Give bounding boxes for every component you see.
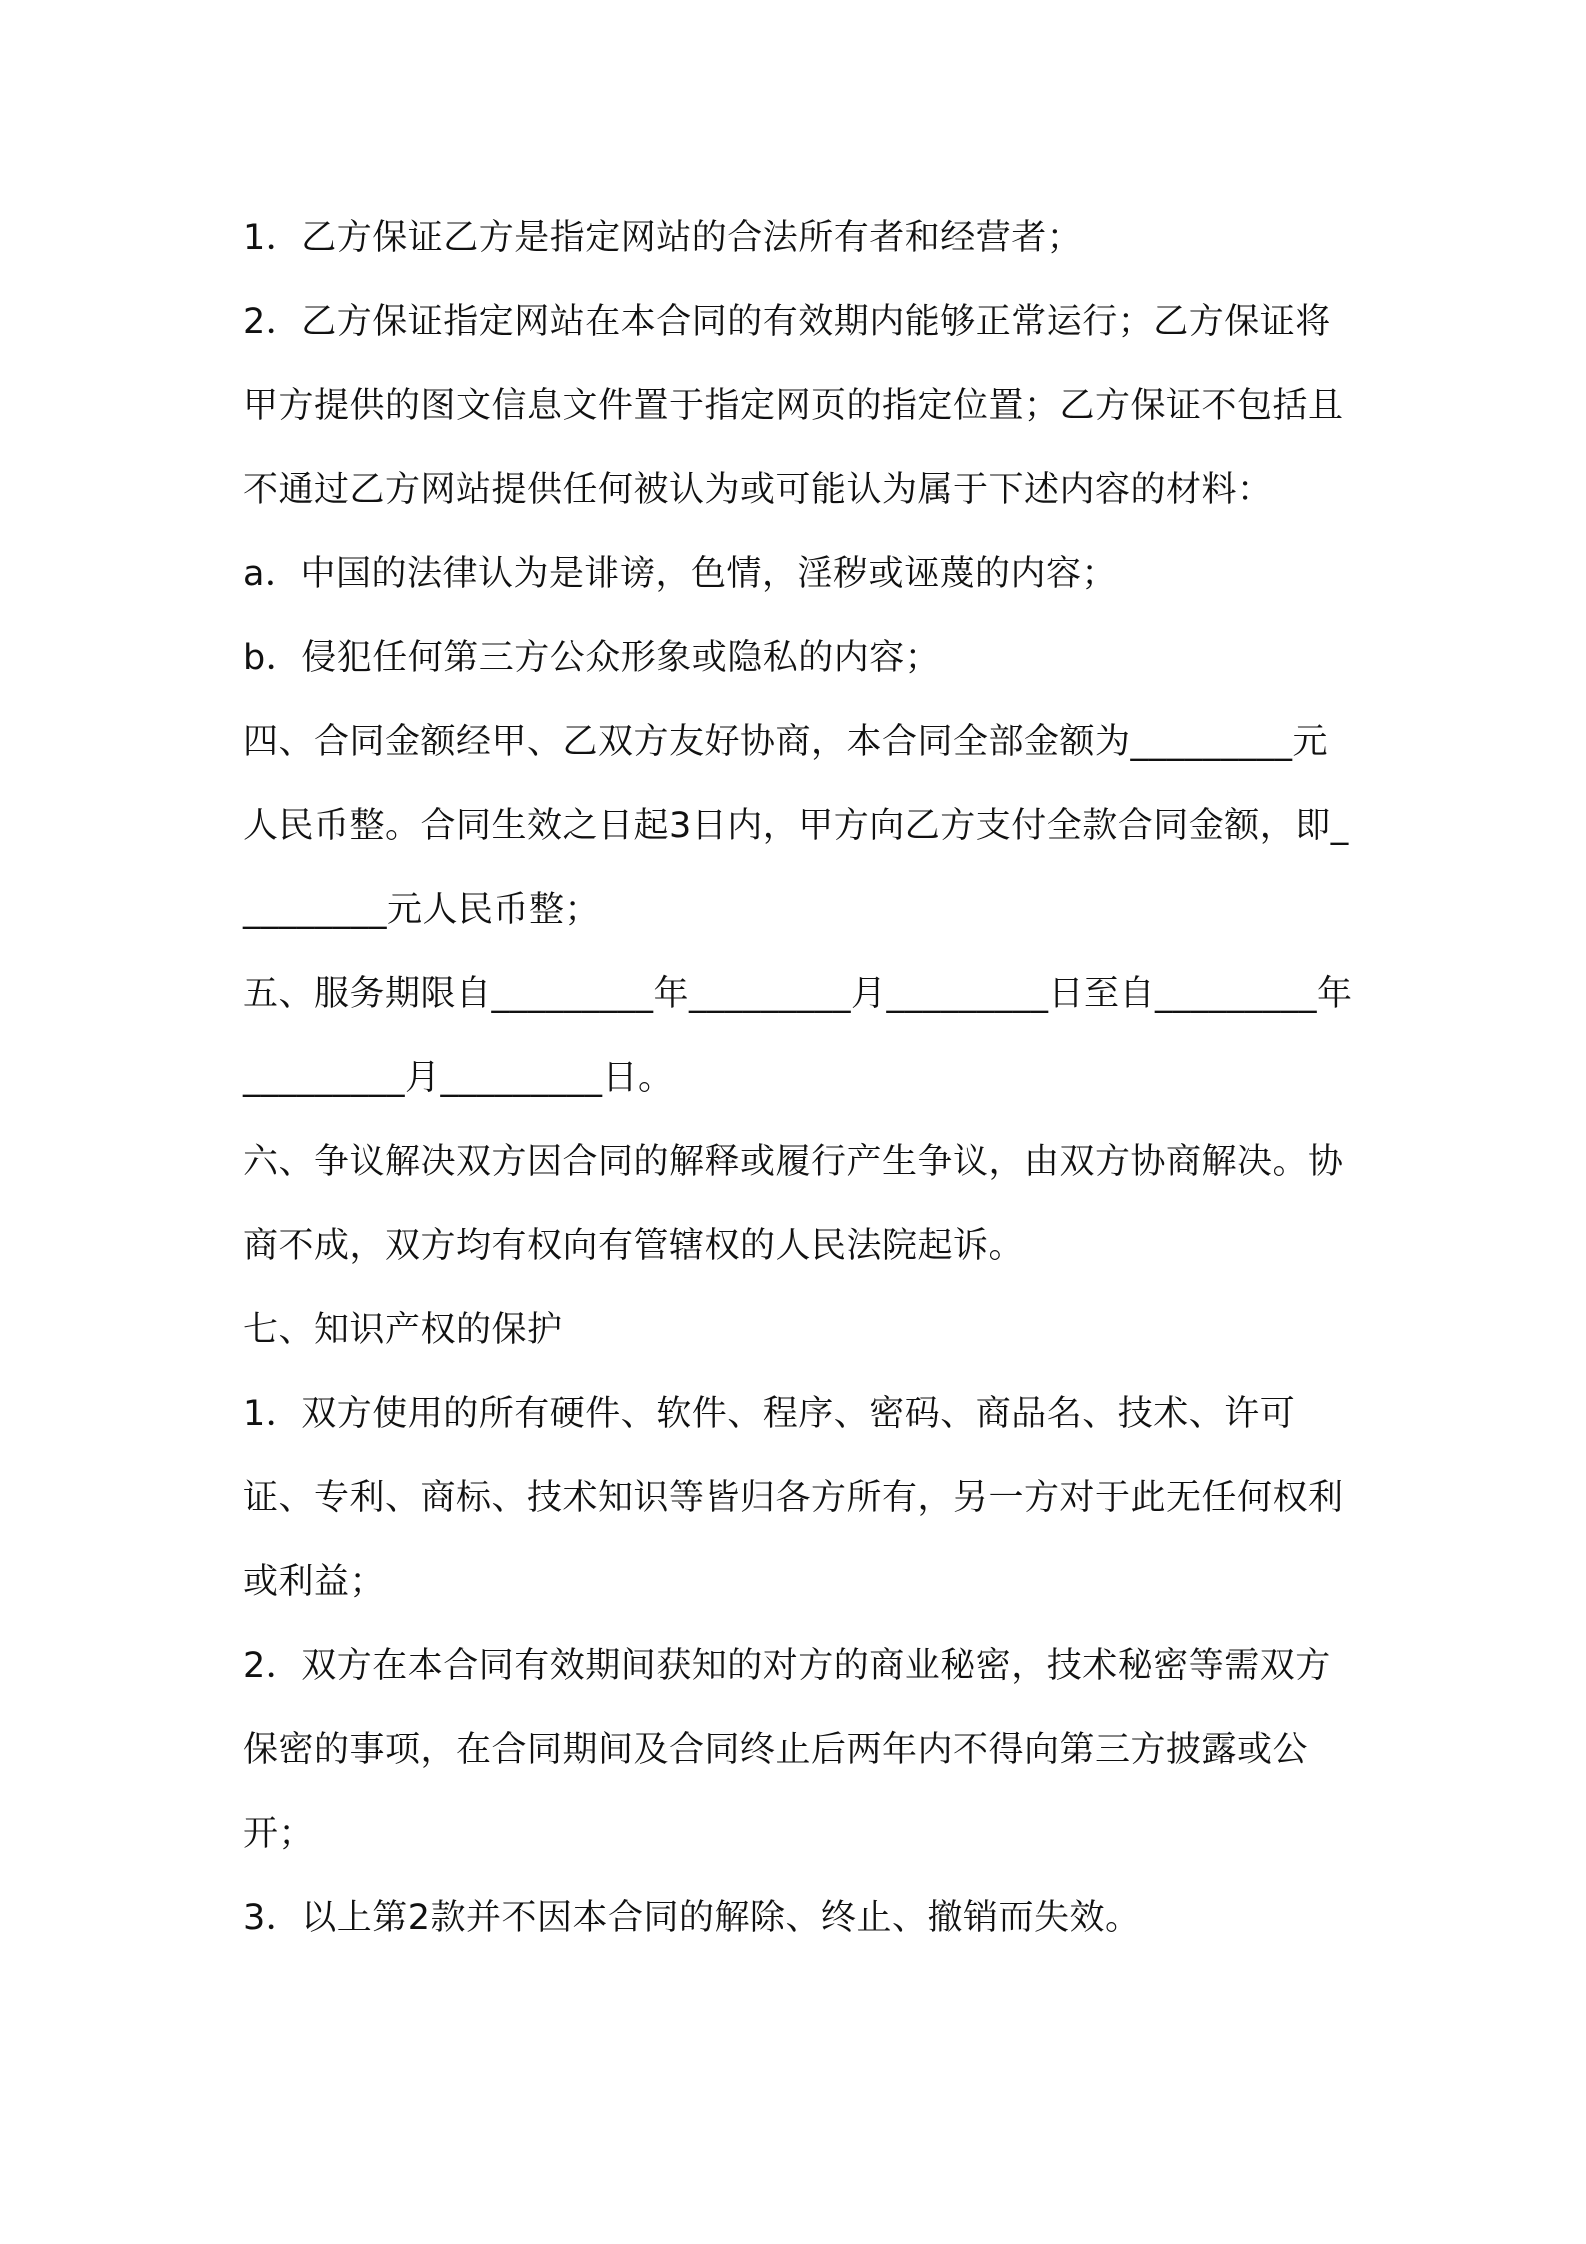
ip-clause-1: 1．双方使用的所有硬件、软件、程序、密码、商品名、技术、许可证、专利、商标、技术知识等皆归各方所有，另一方对于此无任何权利或利益； (243, 1394, 1344, 1602)
ip-clause-3: 3．以上第2款并不因本合同的解除、终止、撤销而失效。 (243, 1898, 1141, 1938)
clause-b-privacy: b．侵犯任何第三方公众形象或隐私的内容； (243, 638, 941, 678)
clause-1-site-ownership: 1．乙方保证乙方是指定网站的合法所有者和经营者； (243, 218, 1083, 258)
section-5-service-period: 五、服务期限自_________年_________月_________日至自_________年_________月_________日。 (243, 974, 1353, 1098)
clause-2-site-operation: 2．乙方保证指定网站在本合同的有效期内能够正常运行；乙方保证将甲方提供的图文信息文件置于指定网页的指定位置；乙方保证不包括且不通过乙方网站提供任何被认为或可能认为属于下述内容的材料： (243, 302, 1344, 510)
ip-clause-2: 2．双方在本合同有效期间获知的对方的商业秘密，技术秘密等需双方保密的事项，在合同期间及合同终止后两年内不得向第三方披露或公开； (243, 1646, 1331, 1854)
document-body (243, 196, 1363, 1960)
clause-a-prohibited-content: a．中国的法律认为是诽谤，色情，淫秽或诬蔑的内容； (243, 554, 1117, 594)
section-7-heading: 七、知识产权的保护 (243, 1310, 563, 1350)
section-4-contract-amount: 四、合同金额经甲、乙双方友好协商，本合同全部金额为_________元人民币整。合同生效之日起3日内，甲方向乙方支付全款合同金额，即_________元人民币整； (243, 722, 1349, 930)
section-6-dispute-resolution: 六、争议解决双方因合同的解释或履行产生争议，由双方协商解决。协商不成，双方均有权向有管辖权的人民法院起诉。 (243, 1142, 1344, 1266)
